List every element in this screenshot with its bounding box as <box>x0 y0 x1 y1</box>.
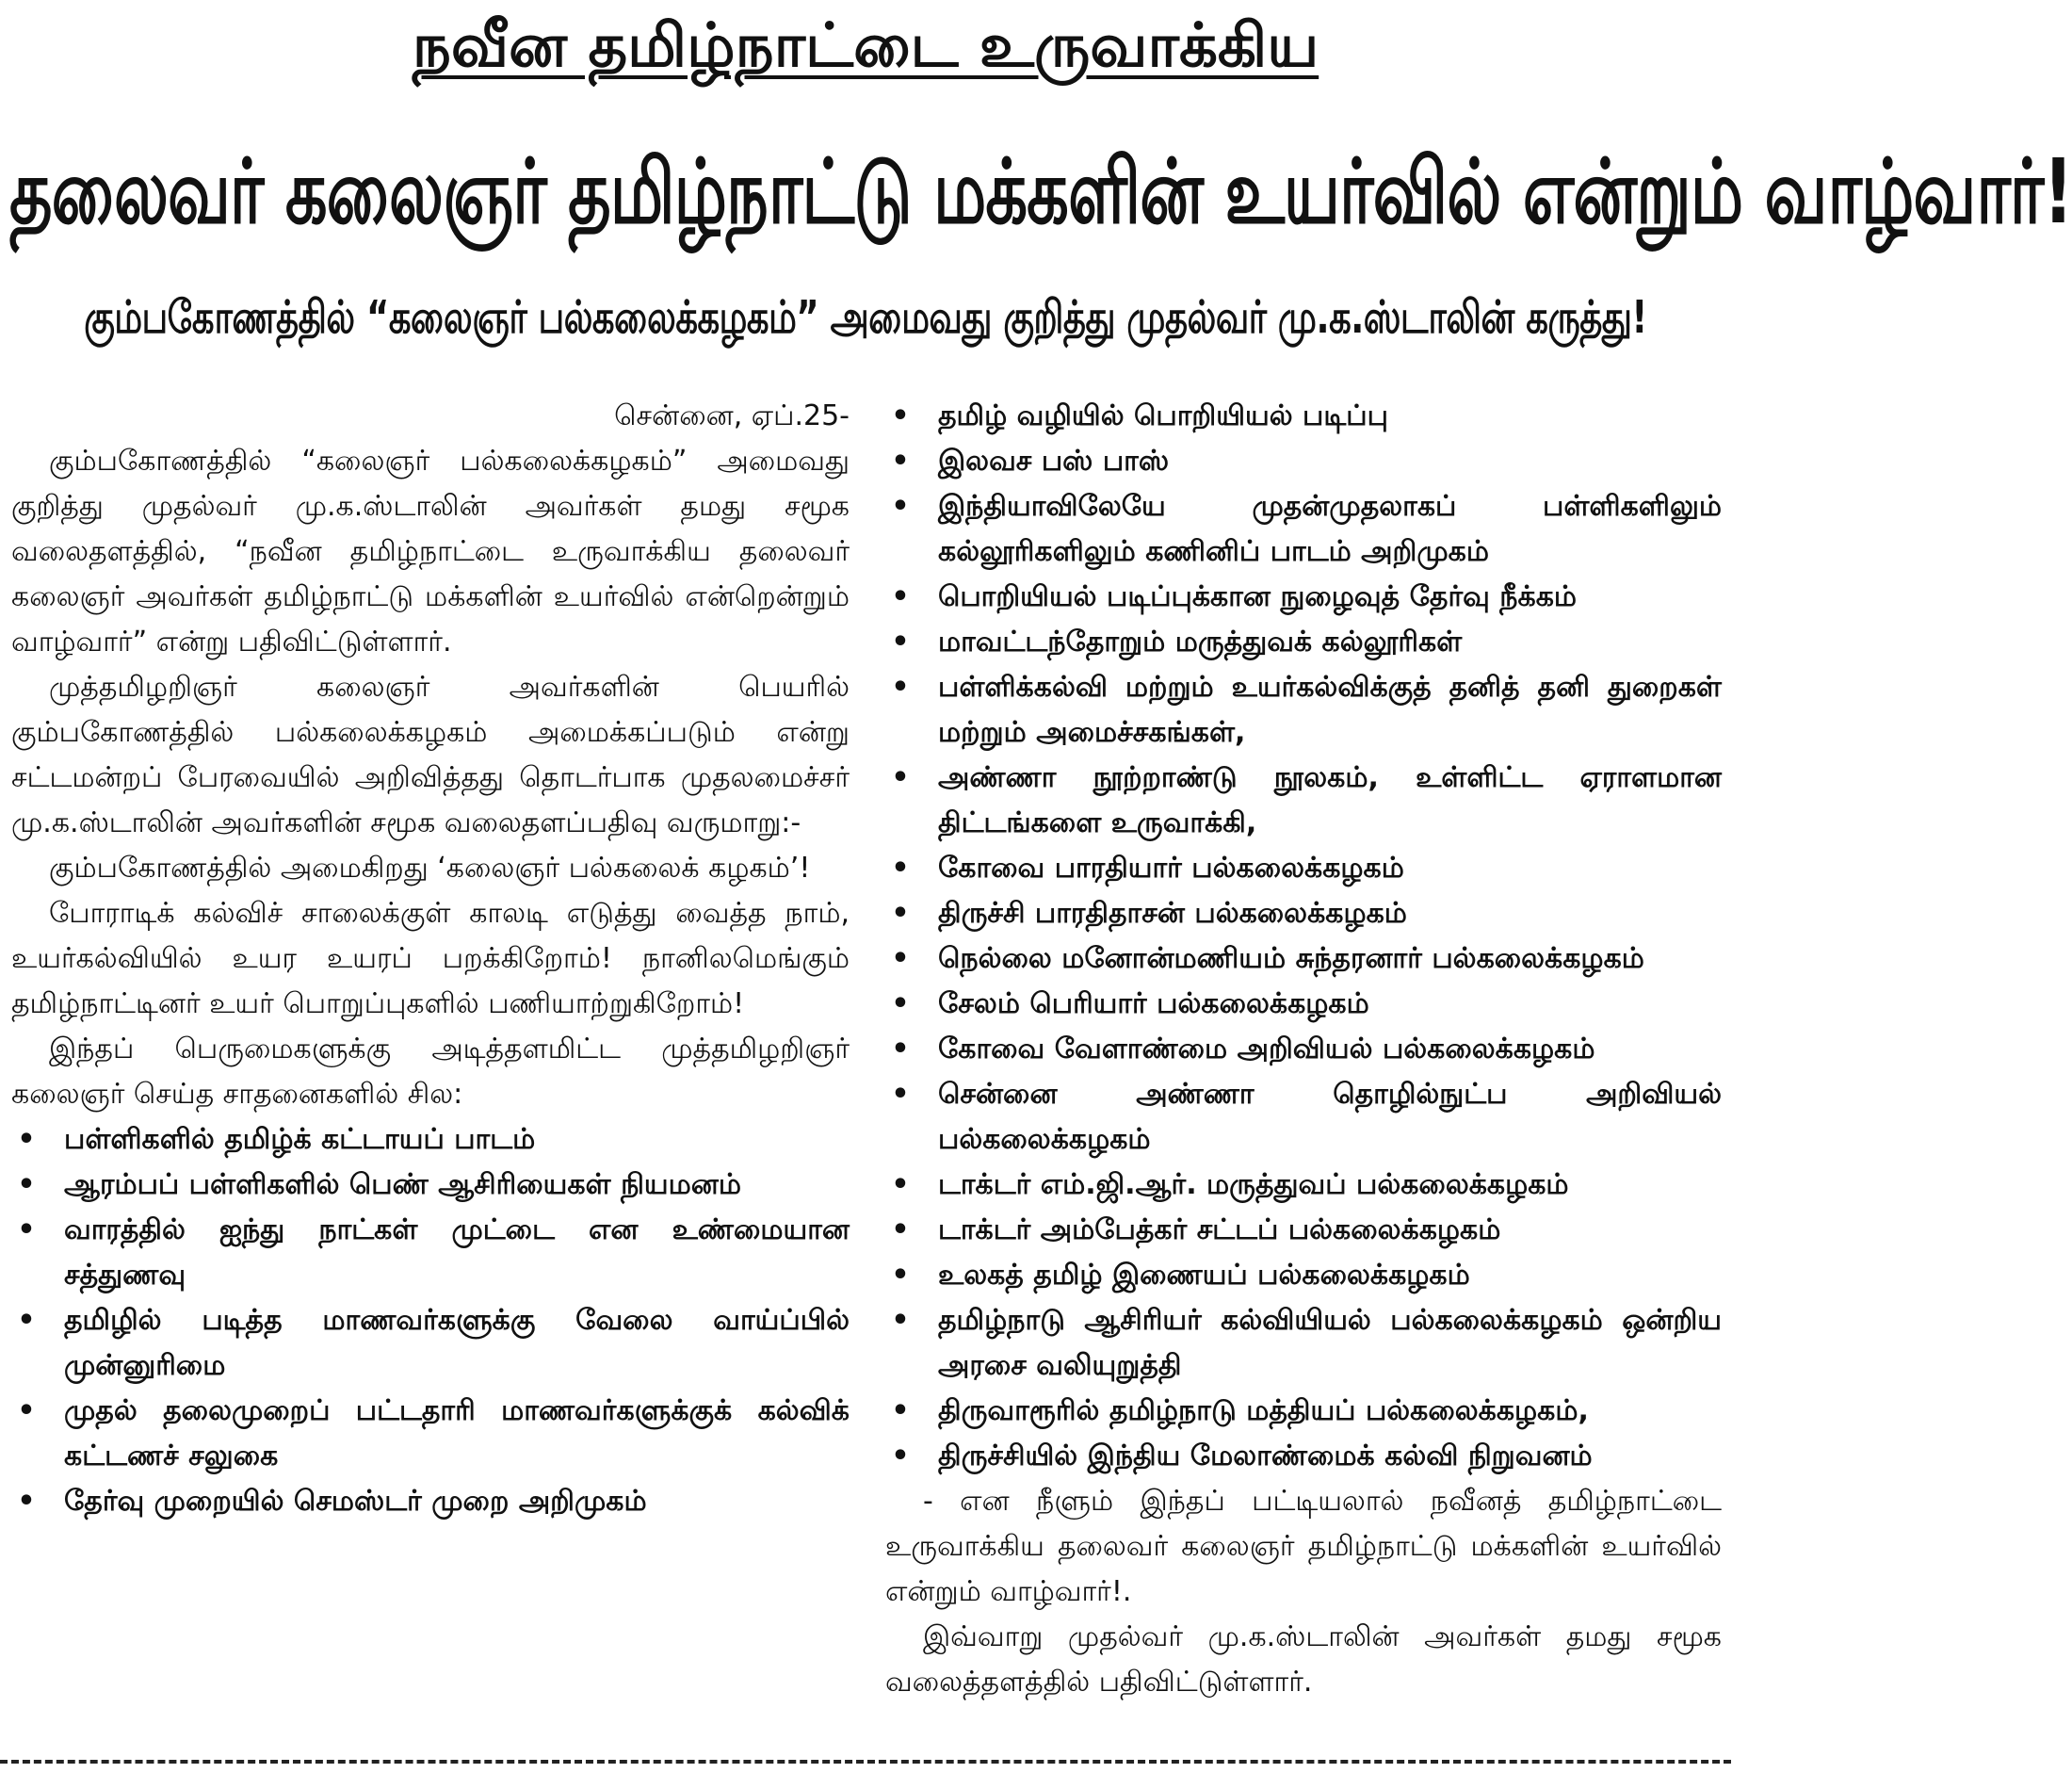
bullet-icon: • <box>891 1213 910 1246</box>
bullet-icon: • <box>891 490 910 523</box>
achievements-list-right <box>885 394 1722 1479</box>
list-item-text: தமிழ் வழியில் பொறியியல் படிப்பு <box>938 399 1388 432</box>
bullet-icon: • <box>891 897 910 930</box>
list-item-text: பள்ளிக்கல்வி மற்றும் உயர்கல்விக்குத் தனித் தனி துறைகள் மற்றும் அமைச்சகங்கள், <box>938 671 1722 749</box>
list-item <box>885 1027 1722 1072</box>
bullet-icon: • <box>891 1033 910 1065</box>
bullet-icon: • <box>17 1123 36 1156</box>
bullet-icon: • <box>891 942 910 975</box>
list-item <box>885 1208 1722 1253</box>
bullet-icon: • <box>17 1485 36 1518</box>
left-column <box>11 394 850 1524</box>
bullet-icon: • <box>17 1394 36 1427</box>
list-item <box>11 1208 850 1298</box>
dashed-border <box>0 1760 1731 1764</box>
list-item <box>885 620 1722 665</box>
list-item <box>885 1389 1722 1434</box>
list-item-text: திருச்சியில் இந்திய மேலாண்மைக் கல்வி நிறுவனம் <box>938 1440 1593 1472</box>
bullet-icon: • <box>17 1213 36 1246</box>
list-item <box>885 439 1722 484</box>
achievements-list-left <box>11 1117 850 1524</box>
list-item-text: பள்ளிகளில் தமிழ்க் கட்டாயப் பாடம் <box>64 1123 536 1156</box>
list-item <box>885 394 1722 439</box>
list-item <box>885 665 1722 756</box>
list-item-text: திருவாரூரில் தமிழ்நாடு மத்தியப் பல்கலைக்கழகம், <box>938 1394 1589 1427</box>
paragraph: இவ்வாறு முதல்வர் மு.க.ஸ்டாலின் அவர்கள் தமது சமூக வலைத்தளத்தில் பதிவிட்டுள்ளார். <box>885 1620 1722 1699</box>
list-item <box>885 891 1722 936</box>
list-item <box>11 1389 850 1479</box>
bullet-icon: • <box>891 987 910 1020</box>
list-item <box>885 484 1722 575</box>
bullet-icon: • <box>891 1078 910 1111</box>
bullet-icon: • <box>891 761 910 794</box>
list-item-text: மாவட்டந்தோறும் மருத்துவக் கல்லூரிகள் <box>938 626 1463 659</box>
list-item-text: ஆரம்பப் பள்ளிகளில் பெண் ஆசிரியைகள் நியமனம் <box>64 1168 742 1201</box>
list-item <box>885 1072 1722 1163</box>
paragraph: கும்பகோணத்தில் “கலைஞர் பல்கலைக்கழகம்” அமைவது குறித்து முதல்வர் மு.க.ஸ்டாலின் அவர்கள் தமது சமூக வலைதளத்தில், “நவீன தமிழ்நாட்டை உருவாக்கிய தலைவர் கலைஞர் அவர்கள் தமிழ்நாட்டு மக்களின் உயர்வில் என்றென்றும் வாழ்வார்” என்று பதிவிட்டுள்ளார். <box>11 445 850 659</box>
subheadline: கும்பகோணத்தில் “கலைஞர் பல்கலைக்கழகம்” அமைவது குறித்து முதல்வர் மு.க.ஸ்டாலின் கருத்து! <box>84 291 1647 344</box>
list-item-text: திருச்சி பாரதிதாசன் பல்கலைக்கழகம் <box>938 897 1407 930</box>
list-item <box>885 936 1722 982</box>
list-item <box>885 1298 1722 1389</box>
list-item <box>885 1253 1722 1298</box>
list-item-text: முதல் தலைமுறைப் பட்டதாரி மாணவர்களுக்குக் கல்விக் கட்டணச் சலுகை <box>64 1394 850 1472</box>
list-item <box>11 1479 850 1524</box>
bullet-icon: • <box>891 626 910 659</box>
list-item-text: வாரத்தில் ஐந்து நாட்கள் முட்டை என உண்மையான சத்துணவு <box>64 1213 850 1292</box>
bullet-icon: • <box>891 1259 910 1292</box>
list-item <box>885 756 1722 846</box>
bullet-icon: • <box>17 1168 36 1201</box>
bullet-icon: • <box>891 445 910 478</box>
bullet-icon: • <box>891 580 910 613</box>
bullet-icon: • <box>891 852 910 885</box>
list-item <box>11 1117 850 1163</box>
list-item-text: நெல்லை மனோன்மணியம் சுந்தரனார் பல்கலைக்கழகம் <box>938 942 1644 975</box>
list-item-text: சென்னை அண்ணா தொழில்நுட்ப அறிவியல் பல்கலைக்கழகம் <box>938 1078 1722 1156</box>
bullet-icon: • <box>891 1440 910 1472</box>
list-item <box>885 846 1722 891</box>
bullet-icon: • <box>891 1168 910 1201</box>
list-item-text: தேர்வு முறையில் செமஸ்டர் முறை அறிமுகம் <box>64 1485 647 1518</box>
list-item <box>885 982 1722 1027</box>
list-item-text: கோவை பாரதியார் பல்கலைக்கழகம் <box>938 852 1404 885</box>
list-item-text: உலகத் தமிழ் இணையப் பல்கலைக்கழகம் <box>938 1259 1470 1292</box>
right-column <box>885 394 1722 1705</box>
paragraph: போராடிக் கல்விச் சாலைக்குள் காலடி எடுத்து வைத்த நாம், உயர்கல்வியில் உயர உயரப் பறக்கிறோம்! நானிலமெங்கும் தமிழ்நாட்டினர் உயர் பொறுப்புகளில் பணியாற்றுகிறோம்! <box>11 897 850 1020</box>
paragraph: - என நீளும் இந்தப் பட்டியலால் நவீனத் தமிழ்நாட்டை உருவாக்கிய தலைவர் கலைஞர் தமிழ்நாட்டு மக்களின் உயர்வில் என்றும் வாழ்வார்!. <box>885 1485 1722 1608</box>
list-item-text: தமிழில் படித்த மாணவர்களுக்கு வேலை வாய்ப்பில் முன்னுரிமை <box>64 1304 850 1382</box>
paragraph: கும்பகோணத்தில் அமைகிறது ‘கலைஞர் பல்கலைக் கழகம்’! <box>49 852 811 885</box>
kicker-text: நவீன தமிழ்நாட்டை உருவாக்கிய <box>412 11 1319 81</box>
bullet-icon: • <box>891 671 910 704</box>
list-item <box>885 1163 1722 1208</box>
list-item-text: இலவச பஸ் பாஸ் <box>938 445 1170 478</box>
list-item-text: சேலம் பெரியார் பல்கலைக்கழகம் <box>938 987 1369 1020</box>
list-item-text: டாக்டர் எம்.ஜி.ஆர். மருத்துவப் பல்கலைக்கழகம் <box>938 1168 1569 1201</box>
bullet-icon: • <box>891 1394 910 1427</box>
bullet-icon: • <box>891 399 910 432</box>
list-item <box>11 1163 850 1208</box>
headline: தலைவர் கலைஞர் தமிழ்நாட்டு மக்களின் உயர்வில் என்றும் வாழ்வார்! <box>9 139 2072 244</box>
bullet-icon: • <box>17 1304 36 1337</box>
paragraph: இந்தப் பெருமைகளுக்கு அடித்தளமிட்ட முத்தமிழறிஞர் கலைஞர் செய்த சாதனைகளில் சில: <box>11 1033 850 1111</box>
kicker-heading <box>0 9 1731 83</box>
list-item-text: பொறியியல் படிப்புக்கான நுழைவுத் தேர்வு நீக்கம் <box>938 580 1578 613</box>
list-item-text: அண்ணா நூற்றாண்டு நூலகம், உள்ளிட்ட ஏராளமான திட்டங்களை உருவாக்கி, <box>938 761 1722 839</box>
list-item-text: கோவை வேளாண்மை அறிவியல் பல்கலைக்கழகம் <box>938 1033 1595 1065</box>
list-item <box>885 1434 1722 1479</box>
bullet-icon: • <box>891 1304 910 1337</box>
list-item-text: டாக்டர் அம்பேத்கர் சட்டப் பல்கலைக்கழகம் <box>938 1213 1501 1246</box>
paragraph: முத்தமிழறிஞர் கலைஞர் அவர்களின் பெயரில் கும்பகோணத்தில் பல்கலைக்கழகம் அமைக்கப்படும் என்று சட்டமன்றப் பேரவையில் அறிவித்தது தொடர்பாக முதலமைச்சர் மு.க.ஸ்டாலின் அவர்களின் சமூக வலைதளப்பதிவு வருமாறு:- <box>11 671 850 839</box>
list-item-text: இந்தியாவிலேயே முதன்முதலாகப் பள்ளிகளிலும் கல்லூரிகளிலும் கணினிப் பாடம் அறிமுகம் <box>938 490 1722 568</box>
list-item <box>885 575 1722 620</box>
dateline: சென்னை, ஏப்.25- <box>614 399 850 432</box>
list-item-text: தமிழ்நாடு ஆசிரியர் கல்வியியல் பல்கலைக்கழகம் ஒன்றிய அரசை வலியுறுத்தி <box>938 1304 1722 1382</box>
list-item <box>11 1298 850 1389</box>
